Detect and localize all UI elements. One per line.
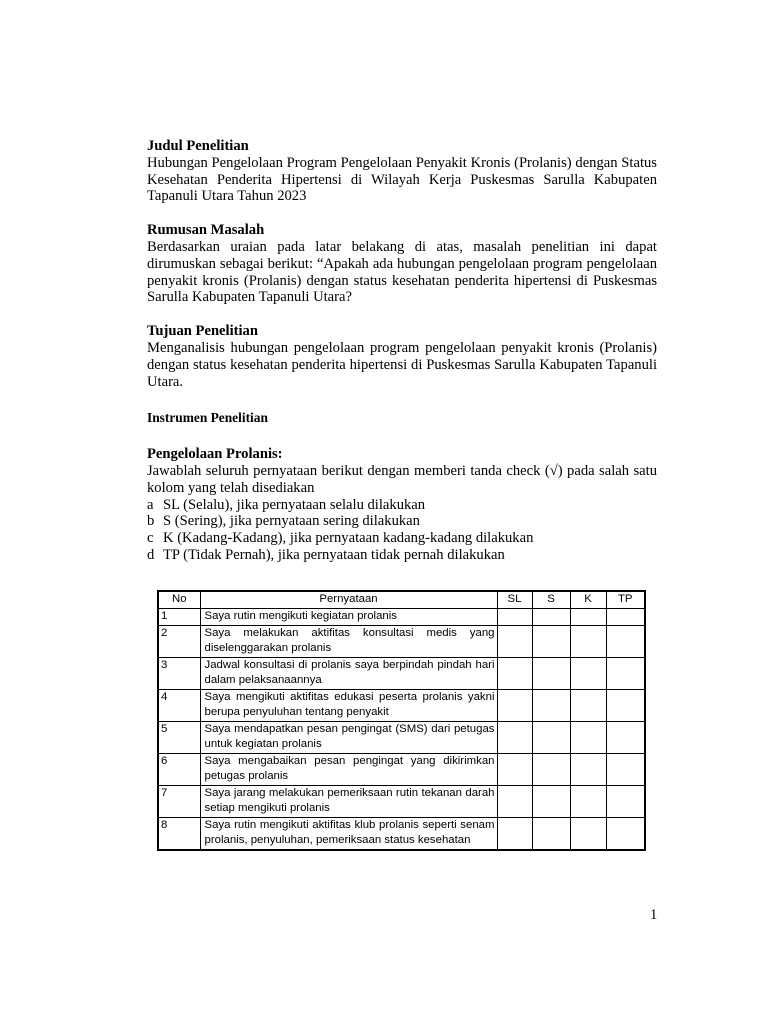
answer-cell-k[interactable] [570,817,606,850]
answer-cell-k[interactable] [570,625,606,657]
answer-cell-s[interactable] [532,753,570,785]
row-number: 7 [158,785,200,817]
answer-cell-tp[interactable] [606,785,645,817]
document-body [147,138,657,564]
header-tp: TP [606,591,645,609]
answer-option [147,497,657,514]
header-k: K [570,591,606,609]
row-statement: Jadwal konsultasi di prolanis saya berpindah pindah hari dalam pelaksanaannya [200,657,497,689]
row-number: 3 [158,657,200,689]
row-number: 6 [158,753,200,785]
row-statement: Saya melakukan aktifitas konsultasi medis yang diselenggarakan prolanis [200,625,497,657]
row-statement: Saya rutin mengikuti aktifitas klub prolanis seperti senam prolanis, penyuluhan, pemeriksaan status kesehatan [200,817,497,850]
tujuan-body: Menganalisis hubungan pengelolaan program pengelolaan penyakit kronis (Prolanis) dengan status kesehatan penderita hipertensi di Puskesmas Sarulla Kabupaten Tapanuli Utara. [147,339,657,390]
answer-cell-s[interactable] [532,817,570,850]
answer-cell-k[interactable] [570,721,606,753]
answer-cell-s[interactable] [532,609,570,626]
answer-cell-sl[interactable] [497,721,532,753]
row-number: 5 [158,721,200,753]
table-row [158,625,645,657]
answer-cell-sl[interactable] [497,609,532,626]
answer-cell-k[interactable] [570,753,606,785]
header-s: S [532,591,570,609]
answer-cell-sl[interactable] [497,817,532,850]
header-sl: SL [497,591,532,609]
answer-cell-s[interactable] [532,689,570,721]
answer-option [147,530,657,547]
answer-cell-tp[interactable] [606,753,645,785]
answer-cell-tp[interactable] [606,625,645,657]
option-text: S (Sering), jika pernyataan sering dilakukan [163,513,420,530]
page-number: 1 [650,907,658,923]
row-number: 1 [158,609,200,626]
answer-cell-s[interactable] [532,657,570,689]
judul-body: Hubungan Pengelolaan Program Pengelolaan Penyakit Kronis (Prolanis) dengan Status Kesehatan Penderita Hipertensi di Wilayah Kerja Puskesmas Sarulla Kabupaten Tapanuli Utara Tahun 2023 [147,154,657,205]
rumusan-heading: Rumusan Masalah [147,222,265,239]
table-row [158,817,645,850]
option-marker: a [147,496,154,513]
row-number: 4 [158,689,200,721]
answer-cell-k[interactable] [570,689,606,721]
answer-option [147,513,657,530]
row-statement: Saya mendapatkan pesan pengingat (SMS) dari petugas untuk kegiatan prolanis [200,721,497,753]
pengelolaan-heading: Pengelolaan Prolanis: [147,446,283,463]
table-row [158,785,645,817]
answer-cell-tp[interactable] [606,689,645,721]
row-number: 2 [158,625,200,657]
answer-cell-k[interactable] [570,785,606,817]
answer-cell-sl[interactable] [497,657,532,689]
answer-cell-s[interactable] [532,625,570,657]
option-marker: c [147,530,154,547]
option-text: K (Kadang-Kadang), jika pernyataan kadang-kadang dilakukan [163,530,534,547]
table-row [158,721,645,753]
questionnaire-table [157,590,646,851]
answer-option [147,547,657,564]
option-marker: d [147,546,155,563]
answer-cell-s[interactable] [532,785,570,817]
tujuan-heading: Tujuan Penelitian [147,323,258,340]
header-statement: Pernyataan [200,591,497,609]
answer-cell-tp[interactable] [606,657,645,689]
row-statement: Saya mengabaikan pesan pengingat yang dikirimkan petugas prolanis [200,753,497,785]
table-row [158,753,645,785]
row-statement: Saya rutin mengikuti kegiatan prolanis [200,609,497,626]
rumusan-body: Berdasarkan uraian pada latar belakang di atas, masalah penelitian ini dapat dirumuskan sebagai berikut: “Apakah ada hubungan pengelolaan program pengelolaan penyakit kronis (Prolanis) dengan status kesehatan penderita hipertensi di Puskesmas Sarulla Kabupaten Tapanuli Utara? [147,238,657,306]
option-marker: b [147,513,155,530]
answer-cell-k[interactable] [570,609,606,626]
judul-heading: Judul Penelitian [147,138,249,154]
option-text: TP (Tidak Pernah), jika pernyataan tidak pernah dilakukan [163,546,505,563]
answer-cell-sl[interactable] [497,689,532,721]
answer-cell-sl[interactable] [497,785,532,817]
answer-options-list [147,497,657,564]
header-no: No [158,591,200,609]
row-number: 8 [158,817,200,850]
answer-cell-tp[interactable] [606,721,645,753]
answer-cell-s[interactable] [532,721,570,753]
answer-cell-sl[interactable] [497,625,532,657]
option-text: SL (Selalu), jika pernyataan selalu dilakukan [163,496,426,513]
answer-cell-k[interactable] [570,657,606,689]
table-header-row [158,591,645,609]
pengelolaan-instruction: Jawablah seluruh pernyataan berikut dengan memberi tanda check (√) pada salah satu kolom yang telah disediakan [147,462,657,496]
table-row [158,657,645,689]
row-statement: Saya jarang melakukan pemeriksaan rutin tekanan darah setiap mengikuti prolanis [200,785,497,817]
answer-cell-tp[interactable] [606,817,645,850]
row-statement: Saya mengikuti aktifitas edukasi peserta prolanis yakni berupa penyuluhan tentang penyakit [200,689,497,721]
table-row [158,609,645,626]
answer-cell-sl[interactable] [497,753,532,785]
instrumen-heading: Instrumen Penelitian [147,410,268,426]
answer-cell-tp[interactable] [606,609,645,626]
table-row [158,689,645,721]
